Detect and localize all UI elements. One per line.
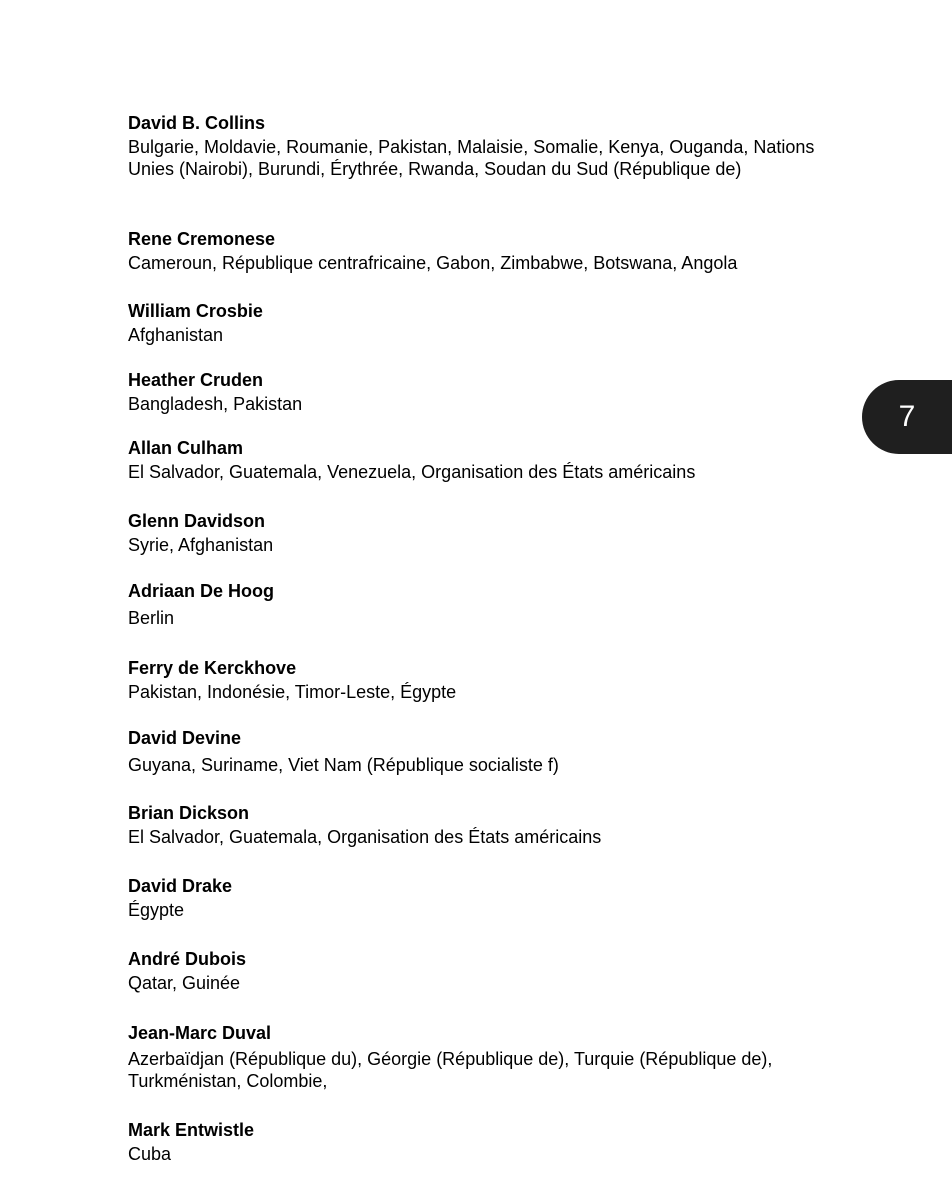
entry-countries: Cameroun, République centrafricaine, Gabon, Zimbabwe, Botswana, Angola [128, 253, 738, 273]
entry-name: Rene Cremonese [128, 229, 276, 249]
entry-countries: Bangladesh, Pakistan [128, 394, 303, 414]
entry-davidson [128, 510, 828, 556]
entry-countries: Qatar, Guinée [128, 973, 241, 993]
entry-countries: Azerbaïdjan (République du), Géorgie (République de), Turquie (République de), Turkménistan, Colombie, [128, 1049, 773, 1091]
entry-name: Heather Cruden [128, 370, 264, 390]
entry-duval [128, 1022, 828, 1092]
entry-crosbie [128, 300, 828, 346]
entry-countries: Cuba [128, 1144, 172, 1164]
entry-name: Brian Dickson [128, 803, 250, 823]
entry-countries: Bulgarie, Moldavie, Roumanie, Pakistan, Malaisie, Somalie, Kenya, Ouganda, Nations Unies (Nairobi), Burundi, Érythrée, Rwanda, Soudan du Sud (République de) [128, 137, 815, 179]
entry-entwistle [128, 1119, 828, 1165]
entry-countries: Berlin [128, 608, 175, 628]
entry-name: Adriaan De Hoog [128, 581, 275, 601]
entry-cremonese [128, 228, 828, 274]
entry-culham [128, 437, 828, 483]
entry-name: William Crosbie [128, 301, 263, 321]
entry-countries: Égypte [128, 900, 185, 920]
entry-name: David B. Collins [128, 113, 266, 133]
entry-countries: El Salvador, Guatemala, Organisation des États américains [128, 827, 602, 847]
entry-name: Jean-Marc Duval [128, 1023, 272, 1043]
entry-countries: Syrie, Afghanistan [128, 535, 274, 555]
entry-de-kerckhove [128, 657, 828, 703]
entry-name: Allan Culham [128, 438, 244, 458]
entry-collins [128, 112, 828, 180]
entry-dickson [128, 802, 828, 848]
entry-name: André Dubois [128, 949, 247, 969]
entry-drake [128, 875, 828, 921]
entry-countries: El Salvador, Guatemala, Venezuela, Organisation des États américains [128, 462, 696, 482]
entry-name: Mark Entwistle [128, 1120, 255, 1140]
entry-countries: Afghanistan [128, 325, 224, 345]
entry-name: Ferry de Kerckhove [128, 658, 297, 678]
entry-dubois [128, 948, 828, 994]
page-number: 7 [898, 400, 916, 433]
entry-name: David Drake [128, 876, 233, 896]
page-number-tab [862, 380, 952, 454]
entry-name: David Devine [128, 728, 242, 748]
entry-cruden [128, 369, 828, 415]
entry-name: Glenn Davidson [128, 511, 266, 531]
entry-countries: Guyana, Suriname, Viet Nam (République socialiste f) [128, 755, 559, 775]
entry-de-hoog [128, 580, 828, 629]
entry-countries: Pakistan, Indonésie, Timor-Leste, Égypte [128, 682, 457, 702]
entry-devine [128, 727, 828, 776]
